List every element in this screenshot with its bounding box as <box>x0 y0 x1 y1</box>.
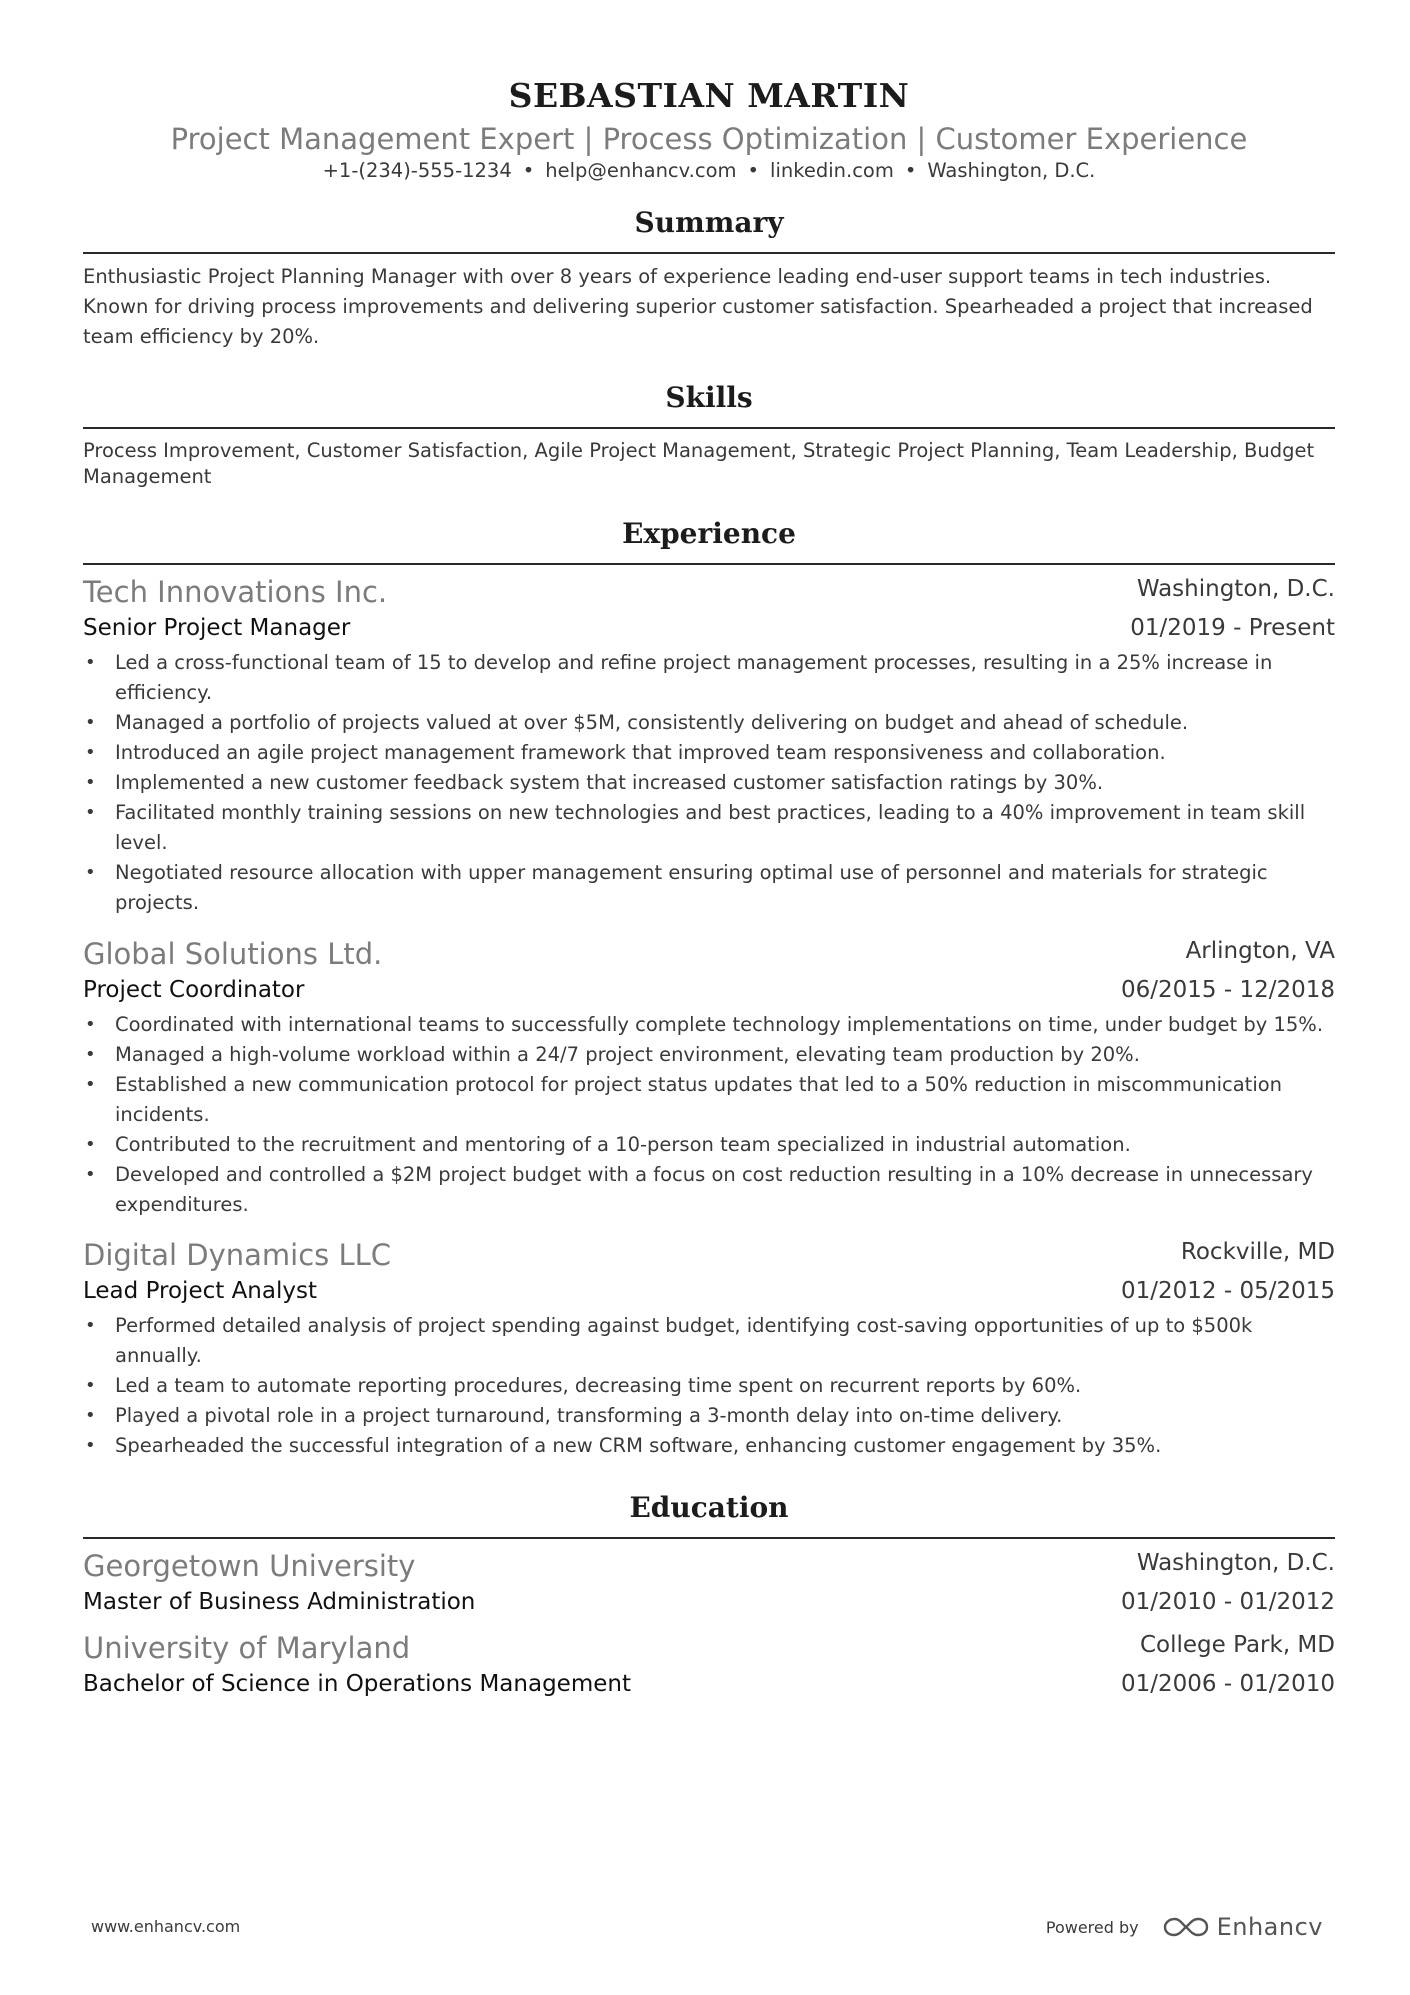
resume-page <box>83 0 1335 1995</box>
list-item: • Managed a high-volume workload within a 24/7 project environment, elevating team production by 20%. <box>83 1040 1335 1070</box>
job-title: Project Coordinator <box>83 977 305 1003</box>
list-item: • Contributed to the recruitment and mentoring of a 10-person team specialized in industrial automation. <box>83 1130 1335 1160</box>
job-location: Rockville, MD <box>1180 1239 1335 1265</box>
section-divider <box>83 427 1335 429</box>
experience-entry <box>83 1237 1335 1461</box>
job-location: Washington, D.C. <box>1136 576 1335 602</box>
job-title: Senior Project Manager <box>83 615 351 641</box>
contact-line <box>83 158 1335 184</box>
school-name: University of Maryland <box>83 1631 411 1665</box>
candidate-tagline: Project Management Expert | Process Optimization | Customer Experience <box>170 122 1248 156</box>
section-divider <box>83 563 1335 565</box>
list-item: • Led a team to automate reporting procedures, decreasing time spent on recurrent reports by 60%. <box>83 1371 1335 1401</box>
education-heading: Education <box>629 1491 789 1524</box>
achievement-list <box>83 648 1335 918</box>
location-text: Washington, D.C. <box>927 159 1096 182</box>
phone-number[interactable]: +1-(234)-555-1234 <box>322 159 512 182</box>
company-name: Tech Innovations Inc. <box>83 575 388 609</box>
summary-text: Enthusiastic Project Planning Manager with over 8 years of experience leading end-user support teams in tech industries. Known for driving process improvements and delivering superior customer satisfaction. Spearheaded a project that increased team efficiency by 20%. <box>83 265 1313 348</box>
experience-heading: Experience <box>622 517 796 550</box>
education-dates: 01/2006 - 01/2010 <box>1120 1671 1335 1697</box>
list-item: • Established a new communication protocol for project status updates that led to a 50% reduction in miscommunication incidents. <box>83 1070 1335 1130</box>
job-dates: 06/2015 - 12/2018 <box>1120 977 1335 1003</box>
powered-by-badge[interactable] <box>1046 1910 1323 1944</box>
list-item: • Led a cross-functional team of 15 to develop and refine project management processes, resulting in a 25% increase in efficiency. <box>83 648 1335 708</box>
powered-by-label: Powered by <box>1045 1917 1139 1937</box>
education-entry <box>83 1548 1335 1622</box>
enhancv-brand: Enhancv <box>1216 1913 1323 1941</box>
experience-entry <box>83 936 1335 1220</box>
skills-text: Process Improvement, Customer Satisfaction, Agile Project Management, Strategic Project Planning, Team Leadership, Budget Management <box>83 439 1315 488</box>
company-name: Global Solutions Ltd. <box>83 937 383 971</box>
email-link[interactable]: help@enhancv.com <box>545 159 737 182</box>
degree-name: Bachelor of Science in Operations Management <box>83 1671 631 1697</box>
experience-entry <box>83 574 1335 918</box>
list-item: • Coordinated with international teams to successfully complete technology implementations on time, under budget by 15%. <box>83 1010 1335 1040</box>
company-name: Digital Dynamics LLC <box>83 1238 392 1272</box>
summary-heading: Summary <box>634 206 784 239</box>
list-item: • Managed a portfolio of projects valued at over $5M, consistently delivering on budget and ahead of schedule. <box>83 708 1335 738</box>
list-item: • Played a pivotal role in a project turnaround, transforming a 3-month delay into on-time delivery. <box>83 1401 1335 1431</box>
list-item: • Spearheaded the successful integration of a new CRM software, enhancing customer engagement by 35%. <box>83 1431 1335 1461</box>
list-item: • Negotiated resource allocation with upper management ensuring optimal use of personnel and materials for strategic projects. <box>83 858 1335 918</box>
linkedin-link[interactable]: linkedin.com <box>770 159 894 182</box>
school-location: Washington, D.C. <box>1136 1550 1335 1576</box>
separator-dot: • <box>747 159 760 182</box>
degree-name: Master of Business Administration <box>83 1589 476 1615</box>
list-item: • Introduced an agile project management framework that improved team responsiveness and collaboration. <box>83 738 1335 768</box>
list-item: • Performed detailed analysis of project spending against budget, identifying cost-saving opportunities of up to $500k annually. <box>83 1311 1335 1371</box>
job-dates: 01/2019 - Present <box>1130 615 1335 641</box>
section-divider <box>83 1537 1335 1539</box>
list-item: • Developed and controlled a $2M project budget with a focus on cost reduction resulting in a 10% decrease in unnecessary expenditures. <box>83 1160 1335 1220</box>
candidate-name: SEBASTIAN MARTIN <box>508 76 910 115</box>
education-dates: 01/2010 - 01/2012 <box>1120 1589 1335 1615</box>
separator-dot: • <box>522 159 535 182</box>
skills-heading: Skills <box>665 381 753 414</box>
education-entry <box>83 1630 1335 1704</box>
achievement-list <box>83 1010 1335 1220</box>
job-title: Lead Project Analyst <box>83 1278 317 1304</box>
school-name: Georgetown University <box>83 1549 416 1583</box>
list-item: • Implemented a new customer feedback system that increased customer satisfaction ratings by 30%. <box>83 768 1335 798</box>
list-item: • Facilitated monthly training sessions on new technologies and best practices, leading to a 40% improvement in team skill level. <box>83 798 1335 858</box>
website-link[interactable]: www.enhancv.com <box>91 1917 241 1936</box>
achievement-list <box>83 1311 1335 1461</box>
school-location: College Park, MD <box>1139 1632 1335 1658</box>
job-location: Arlington, VA <box>1185 938 1335 964</box>
section-divider <box>83 252 1335 254</box>
job-dates: 01/2012 - 05/2015 <box>1120 1278 1335 1304</box>
separator-dot: • <box>904 159 917 182</box>
enhancv-logo-icon <box>1163 1916 1209 1938</box>
